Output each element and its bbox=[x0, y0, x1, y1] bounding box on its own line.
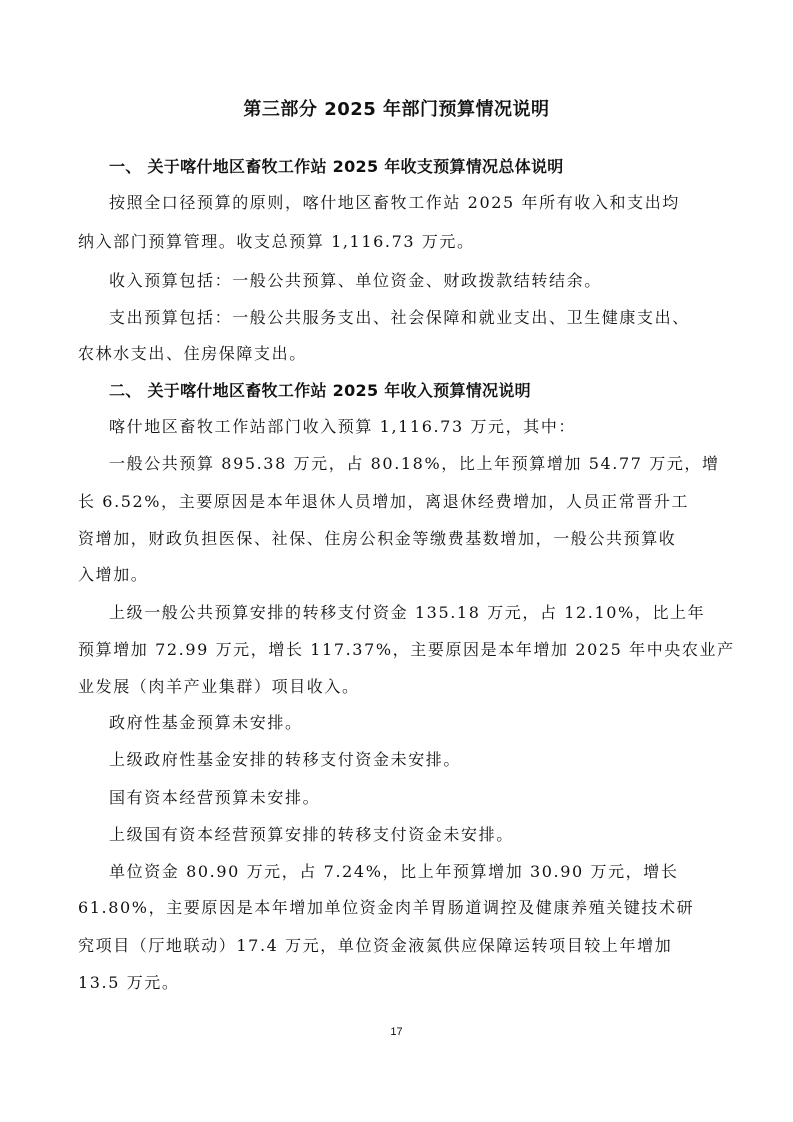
paragraph-line: 纳入部门预算管理。收支总预算 1,116.73 万元。 bbox=[78, 232, 475, 251]
paragraph-line: 资增加，财政负担医保、社保、住房公积金等缴费基数增加，一般公共预算收 bbox=[78, 529, 677, 548]
paragraph-line: 究项目（厅地联动）17.4 万元，单位资金液氮供应保障运转项目较上年增加 bbox=[78, 936, 673, 955]
paragraph-line: 按照全口径预算的原则，喀什地区畜牧工作站 2025 年所有收入和支出均 bbox=[109, 193, 680, 212]
paragraph-line: 61.80%，主要原因是本年增加单位资金肉羊胃肠道调控及健康养殖关键技术研 bbox=[78, 898, 695, 917]
paragraph-line: 农林水支出、住房保障支出。 bbox=[78, 344, 307, 363]
paragraph-line: 上级国有资本经营预算安排的转移支付资金未安排。 bbox=[109, 825, 514, 844]
paragraph-line: 业发展（肉羊产业集群）项目收入。 bbox=[78, 677, 360, 696]
paragraph-line: 上级政府性基金安排的转移支付资金未安排。 bbox=[109, 750, 462, 769]
paragraph-line: 长 6.52%，主要原因是本年退休人员增加，离退休经费增加，人员正常晋升工 bbox=[78, 492, 690, 511]
paragraph-line: 国有资本经营预算未安排。 bbox=[109, 788, 321, 807]
paragraph-line: 政府性基金预算未安排。 bbox=[109, 713, 303, 732]
section-heading-income: 二、 关于喀什地区畜牧工作站 2025 年收入预算情况说明 bbox=[109, 381, 531, 400]
page-title: 第三部分 2025 年部门预算情况说明 bbox=[243, 99, 550, 120]
section-heading-overall: 一、 关于喀什地区畜牧工作站 2025 年收支预算情况总体说明 bbox=[109, 157, 564, 176]
paragraph-line: 收入预算包括：一般公共预算、单位资金、财政拨款结转结余。 bbox=[109, 271, 602, 290]
page-number: 17 bbox=[390, 1026, 403, 1038]
paragraph-line: 单位资金 80.90 万元，占 7.24%，比上年预算增加 30.90 万元，增长 bbox=[109, 862, 679, 881]
paragraph-line: 13.5 万元。 bbox=[78, 973, 180, 992]
paragraph-line: 入增加。 bbox=[78, 565, 149, 584]
paragraph-line: 一般公共预算 895.38 万元，占 80.18%，比上年预算增加 54.77 万元，增 bbox=[109, 454, 720, 473]
paragraph-line: 预算增加 72.99 万元，增长 117.37%，主要原因是本年增加 2025 年中央农业产 bbox=[78, 640, 735, 659]
paragraph-line: 上级一般公共预算安排的转移支付资金 135.18 万元，占 12.10%，比上年 bbox=[109, 603, 706, 622]
paragraph-line: 支出预算包括：一般公共服务支出、社会保障和就业支出、卫生健康支出、 bbox=[109, 308, 690, 327]
paragraph-line: 喀什地区畜牧工作站部门收入预算 1,116.73 万元，其中： bbox=[109, 417, 577, 436]
